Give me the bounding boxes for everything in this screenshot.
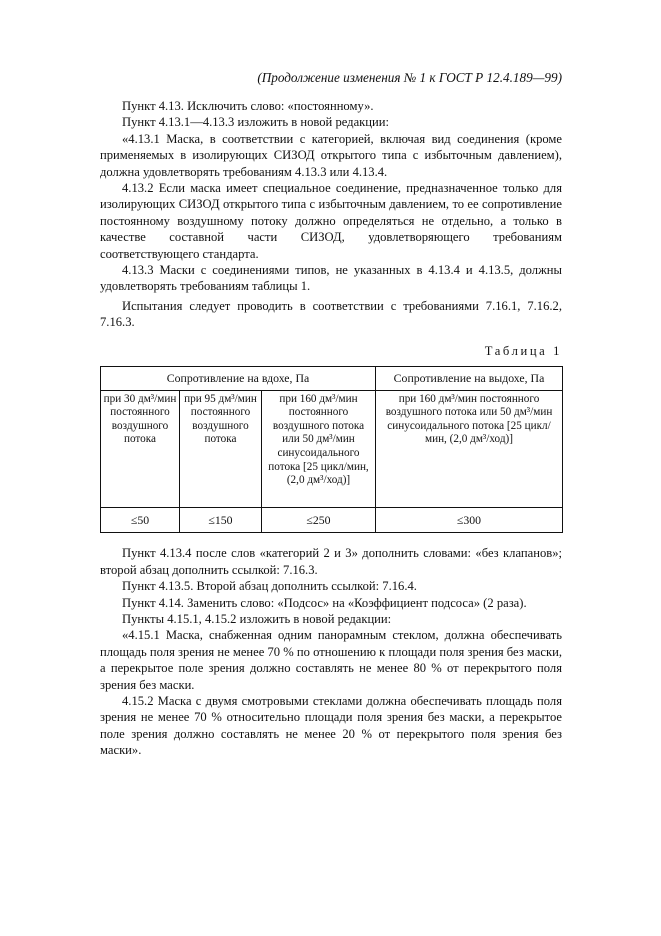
table-cell: ≤250 xyxy=(262,507,376,533)
group-header-inhale: Сопротивление на вдохе, Па xyxy=(101,367,376,391)
paragraph: Пункт 4.13.5. Второй абзац дополнить ссылкой: 7.16.4. xyxy=(122,579,417,594)
paragraph: «4.13.1 Маска, в соответствии с категорией, включая вид соединения (кроме применяемых в изолирующих СИЗОД открытого типа с избыточным давлением), должна удовлетворять требованиям 4.13.3 или 4.13.4. xyxy=(100,131,562,179)
table-caption: Таблица 1 xyxy=(484,343,562,358)
paragraph: Пункты 4.15.1, 4.15.2 изложить в новой редакции: xyxy=(122,611,392,626)
table-cell: ≤150 xyxy=(180,507,262,533)
paragraph: Пункт 4.13.4 после слов «категорий 2 и 3» дополнить словами: «без клапанов»; второй абзац дополнить ссылкой: 7.16.3. xyxy=(100,546,562,577)
document-body xyxy=(100,98,562,759)
table-header-row xyxy=(101,367,563,391)
paragraph: Испытания следует проводить в соответствии с требованиями 7.16.1, 7.16.2, 7.16.3. xyxy=(100,298,562,330)
table-cell: ≤300 xyxy=(376,507,563,533)
group-header-exhale: Сопротивление на выдохе, Па xyxy=(376,367,563,391)
column-header: при 160 дм³/мин постоянного воздушного потока или 50 дм³/мин синусоидального потока [25 цикл/мин, (2,0 дм³/ход)] xyxy=(376,390,563,507)
paragraph: 4.15.2 Маска с двумя смотровыми стеклами должна обеспечивать площадь поля зрения не менее 70 % относительно площади поля зрения без маски, а перекрытое поле зрения должно составлять не менее 20 % от перекрытого поля зрения без маски». xyxy=(100,693,562,758)
paragraph: 4.13.2 Если маска имеет специальное соединение, предназначенное только для изолирующих СИЗОД открытого типа с избыточным давлением, то ее сопротивление постоянному воздушному потоку должно определяться не отдельно, а только в качестве составной части СИЗОД, удовлетворяющего требованиям соответствующего стандарта. xyxy=(100,181,562,261)
paragraph: Пункт 4.13. Исключить слово: «постоянному». xyxy=(122,99,374,113)
paragraph: Пункт 4.14. Заменить слово: «Подсос» на «Коэффициент подсоса» (2 раза). xyxy=(122,595,527,610)
paragraph: «4.15.1 Маска, снабженная одним панорамным стеклом, должна обеспечивать площадь поля зрения не менее 70 % по отношению к площади поля зрения без маски, а перекрытое поле зрения должно составлять не менее 80 % от перекрытого поля зрения без маски. xyxy=(100,628,562,692)
paragraph: 4.13.3 Маски с соединениями типов, не указанных в 4.13.4 и 4.13.5, должны удовлетворять требованиям таблицы 1. xyxy=(100,263,562,294)
running-header: (Продолжение изменения № 1 к ГОСТ Р 12.4.189—99) xyxy=(257,70,562,85)
resistance-table xyxy=(100,366,563,533)
column-header: при 160 дм³/мин постоянного воздушного потока или 50 дм³/мин синусоидального потока [25 цикл/мин, (2,0 дм³/ход)] xyxy=(262,390,376,507)
paragraph: Пункт 4.13.1—4.13.3 изложить в новой редакции: xyxy=(122,115,389,130)
column-header: при 95 дм³/мин постоянного воздушного потока xyxy=(180,390,262,507)
table-cell: ≤50 xyxy=(101,507,180,533)
table-row xyxy=(101,507,563,533)
table-subheader-row xyxy=(101,390,563,507)
column-header: при 30 дм³/мин постоянного воздушного потока xyxy=(101,390,180,507)
